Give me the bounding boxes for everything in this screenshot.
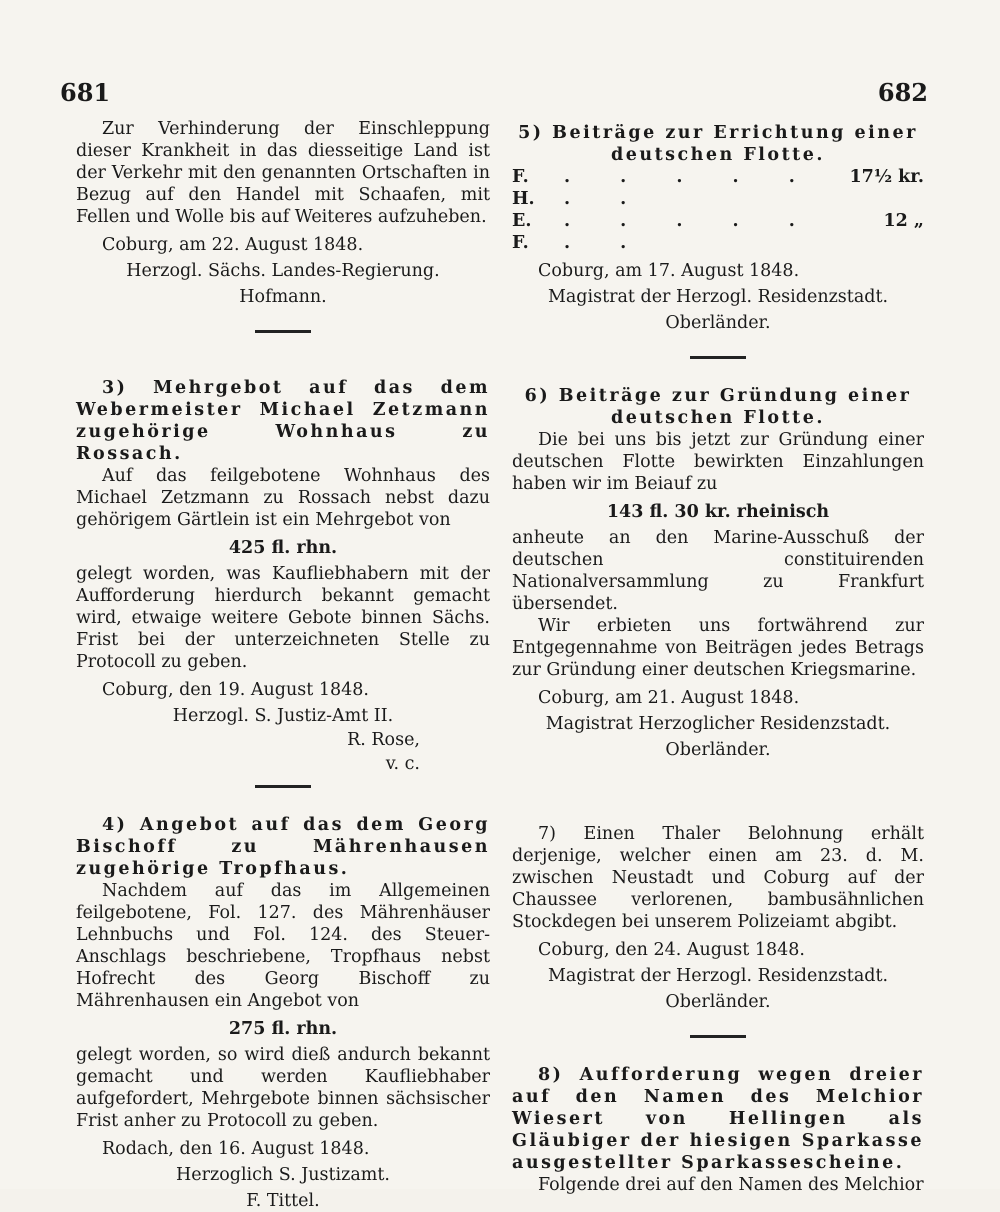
section-5-heading: 5) Beiträge zur Errichtung einer deutschen Flotte. (518, 123, 918, 165)
intro-signature-name: Hofmann. (239, 287, 327, 307)
contribution-row (512, 166, 924, 210)
section-4-date: Rodach, den 16. August 1848. (102, 1139, 370, 1159)
section-6-heading: 6) Beiträge zur Gründung einer deutschen Flotte. (524, 386, 912, 428)
section-8-heading: 8) Aufforderung wegen dreier auf den Namen des Melchior Wiesert von Hellingen als Gläubiger der hiesigen Sparkasse ausgestellter Sparkassescheine. (512, 1065, 924, 1173)
section-3-signature-authority: Herzogl. S. Justiz-Amt II. (172, 706, 394, 726)
intro-signature-authority: Herzogl. Sächs. Landes-Regierung. (126, 261, 440, 281)
contributor-initials: F. H. (512, 167, 535, 209)
section-8-body: Folgende drei auf den Namen des Melchior (538, 1175, 924, 1195)
intro-date: Coburg, am 22. August 1848. (102, 235, 364, 255)
section-4-heading: 4) Angebot auf das dem Georg Bischoff zu Mährenhausen zugehörige Tropfhaus. (76, 815, 490, 879)
section-6-date: Coburg, am 21. August 1848. (538, 688, 800, 708)
section-6-signature-name: Oberländer. (665, 740, 771, 760)
section-6-body-continued: anheute an den Marine-Ausschuß der deutschen constituirenden Nationalversammlung zu Frankfurt übersendet. (512, 528, 924, 614)
section-4-signature-authority: Herzoglich S. Justizamt. (176, 1165, 390, 1185)
contribution-amount: 17½ kr. (849, 167, 924, 187)
section-7-date: Coburg, den 24. August 1848. (538, 940, 805, 960)
section-4-signature-name: F. Tittel. (246, 1191, 320, 1211)
section-4-amount: 275 fl. rhn. (228, 1019, 338, 1039)
section-6-body-offer: Wir erbieten uns fortwährend zur Entgegennahme von Beiträgen jedes Betrags zur Gründung einer deutschen Kriegsmarine. (512, 616, 924, 680)
section-3-date: Coburg, den 19. August 1848. (102, 680, 369, 700)
section-3-heading: 3) Mehrgebot auf das dem Webermeister Michael Zetzmann zugehörige Wohnhaus zu Rossach. (76, 378, 490, 464)
section-3-body: Auf das feilgebotene Wohnhaus des Michael Zetzmann zu Rossach nebst dazu gehörigem Gärtlein ist ein Mehrgebot von (76, 466, 490, 530)
page-number-right: 682 (877, 78, 928, 107)
section-6-body: Die bei uns bis jetzt zur Gründung einer deutschen Flotte bewirkten Einzahlungen haben wir im Beiauf zu (512, 430, 924, 494)
left-column (76, 118, 490, 1212)
section-4-body: Nachdem auf das im Allgemeinen feilgebotene, Fol. 127. des Mährenhäuser Lehnbuchs und Fol. 124. des Steuer-Anschlags beschriebene, Tropfhaus nebst Hofrecht des Georg Bischoff zu Mährenhausen ein Angebot von (76, 881, 490, 1011)
section-3-signature-vc: v. c. (385, 754, 420, 774)
section-7-notice: 7) Einen Thaler Belohnung erhält derjenige, welcher einen am 23. d. M. zwischen Neustadt und Coburg auf der Chaussee verlorenen, bambusähnlichen Stockdegen bei unserem Polizeiamt abgibt. (512, 824, 924, 932)
section-7-signature-name: Oberländer. (665, 992, 771, 1012)
intro-paragraph: Zur Verhinderung der Einschleppung dieser Krankheit in das diesseitige Land ist der Verkehr mit den genannten Ortschaften in Bezug auf den Handel mit Schaafen, mit Fellen und Wolle bis auf Weiteres aufzuheben. (76, 119, 490, 227)
page-number-left: 681 (60, 78, 111, 107)
section-7-signature-authority: Magistrat der Herzogl. Residenzstadt. (547, 966, 889, 986)
contribution-row (512, 210, 924, 254)
section-3-amount: 425 fl. rhn. (228, 538, 338, 558)
section-5-signature-name: Oberländer. (665, 313, 771, 333)
contributor-initials: E. F. (512, 211, 532, 253)
section-3-body-continued: gelegt worden, was Kaufliebhabern mit der Aufforderung hierdurch bekannt gemacht wird, etwaige weitere Gebote binnen Sächs. Frist bei der unterzeichneten Stelle zu Protocoll zu geben. (76, 564, 490, 672)
section-6-amount: 143 fl. 30 kr. rheinisch (606, 502, 830, 522)
leader-dots: . . . . . . . (564, 211, 817, 253)
right-column (512, 118, 924, 1196)
leader-dots: . . . . . . . (564, 167, 817, 209)
section-5-signature-authority: Magistrat der Herzogl. Residenzstadt. (547, 287, 889, 307)
section-6-signature-authority: Magistrat Herzoglicher Residenzstadt. (545, 714, 891, 734)
section-5-date: Coburg, am 17. August 1848. (538, 261, 800, 281)
section-3-signature-name: R. Rose, (347, 730, 420, 750)
section-4-body-continued: gelegt worden, so wird dieß andurch bekannt gemacht und werden Kaufliebhaber aufgefordert, Mehrgebote binnen sächsischer Frist anher zu Protocoll zu geben. (76, 1045, 490, 1131)
contribution-amount: 12 „ (883, 211, 924, 231)
